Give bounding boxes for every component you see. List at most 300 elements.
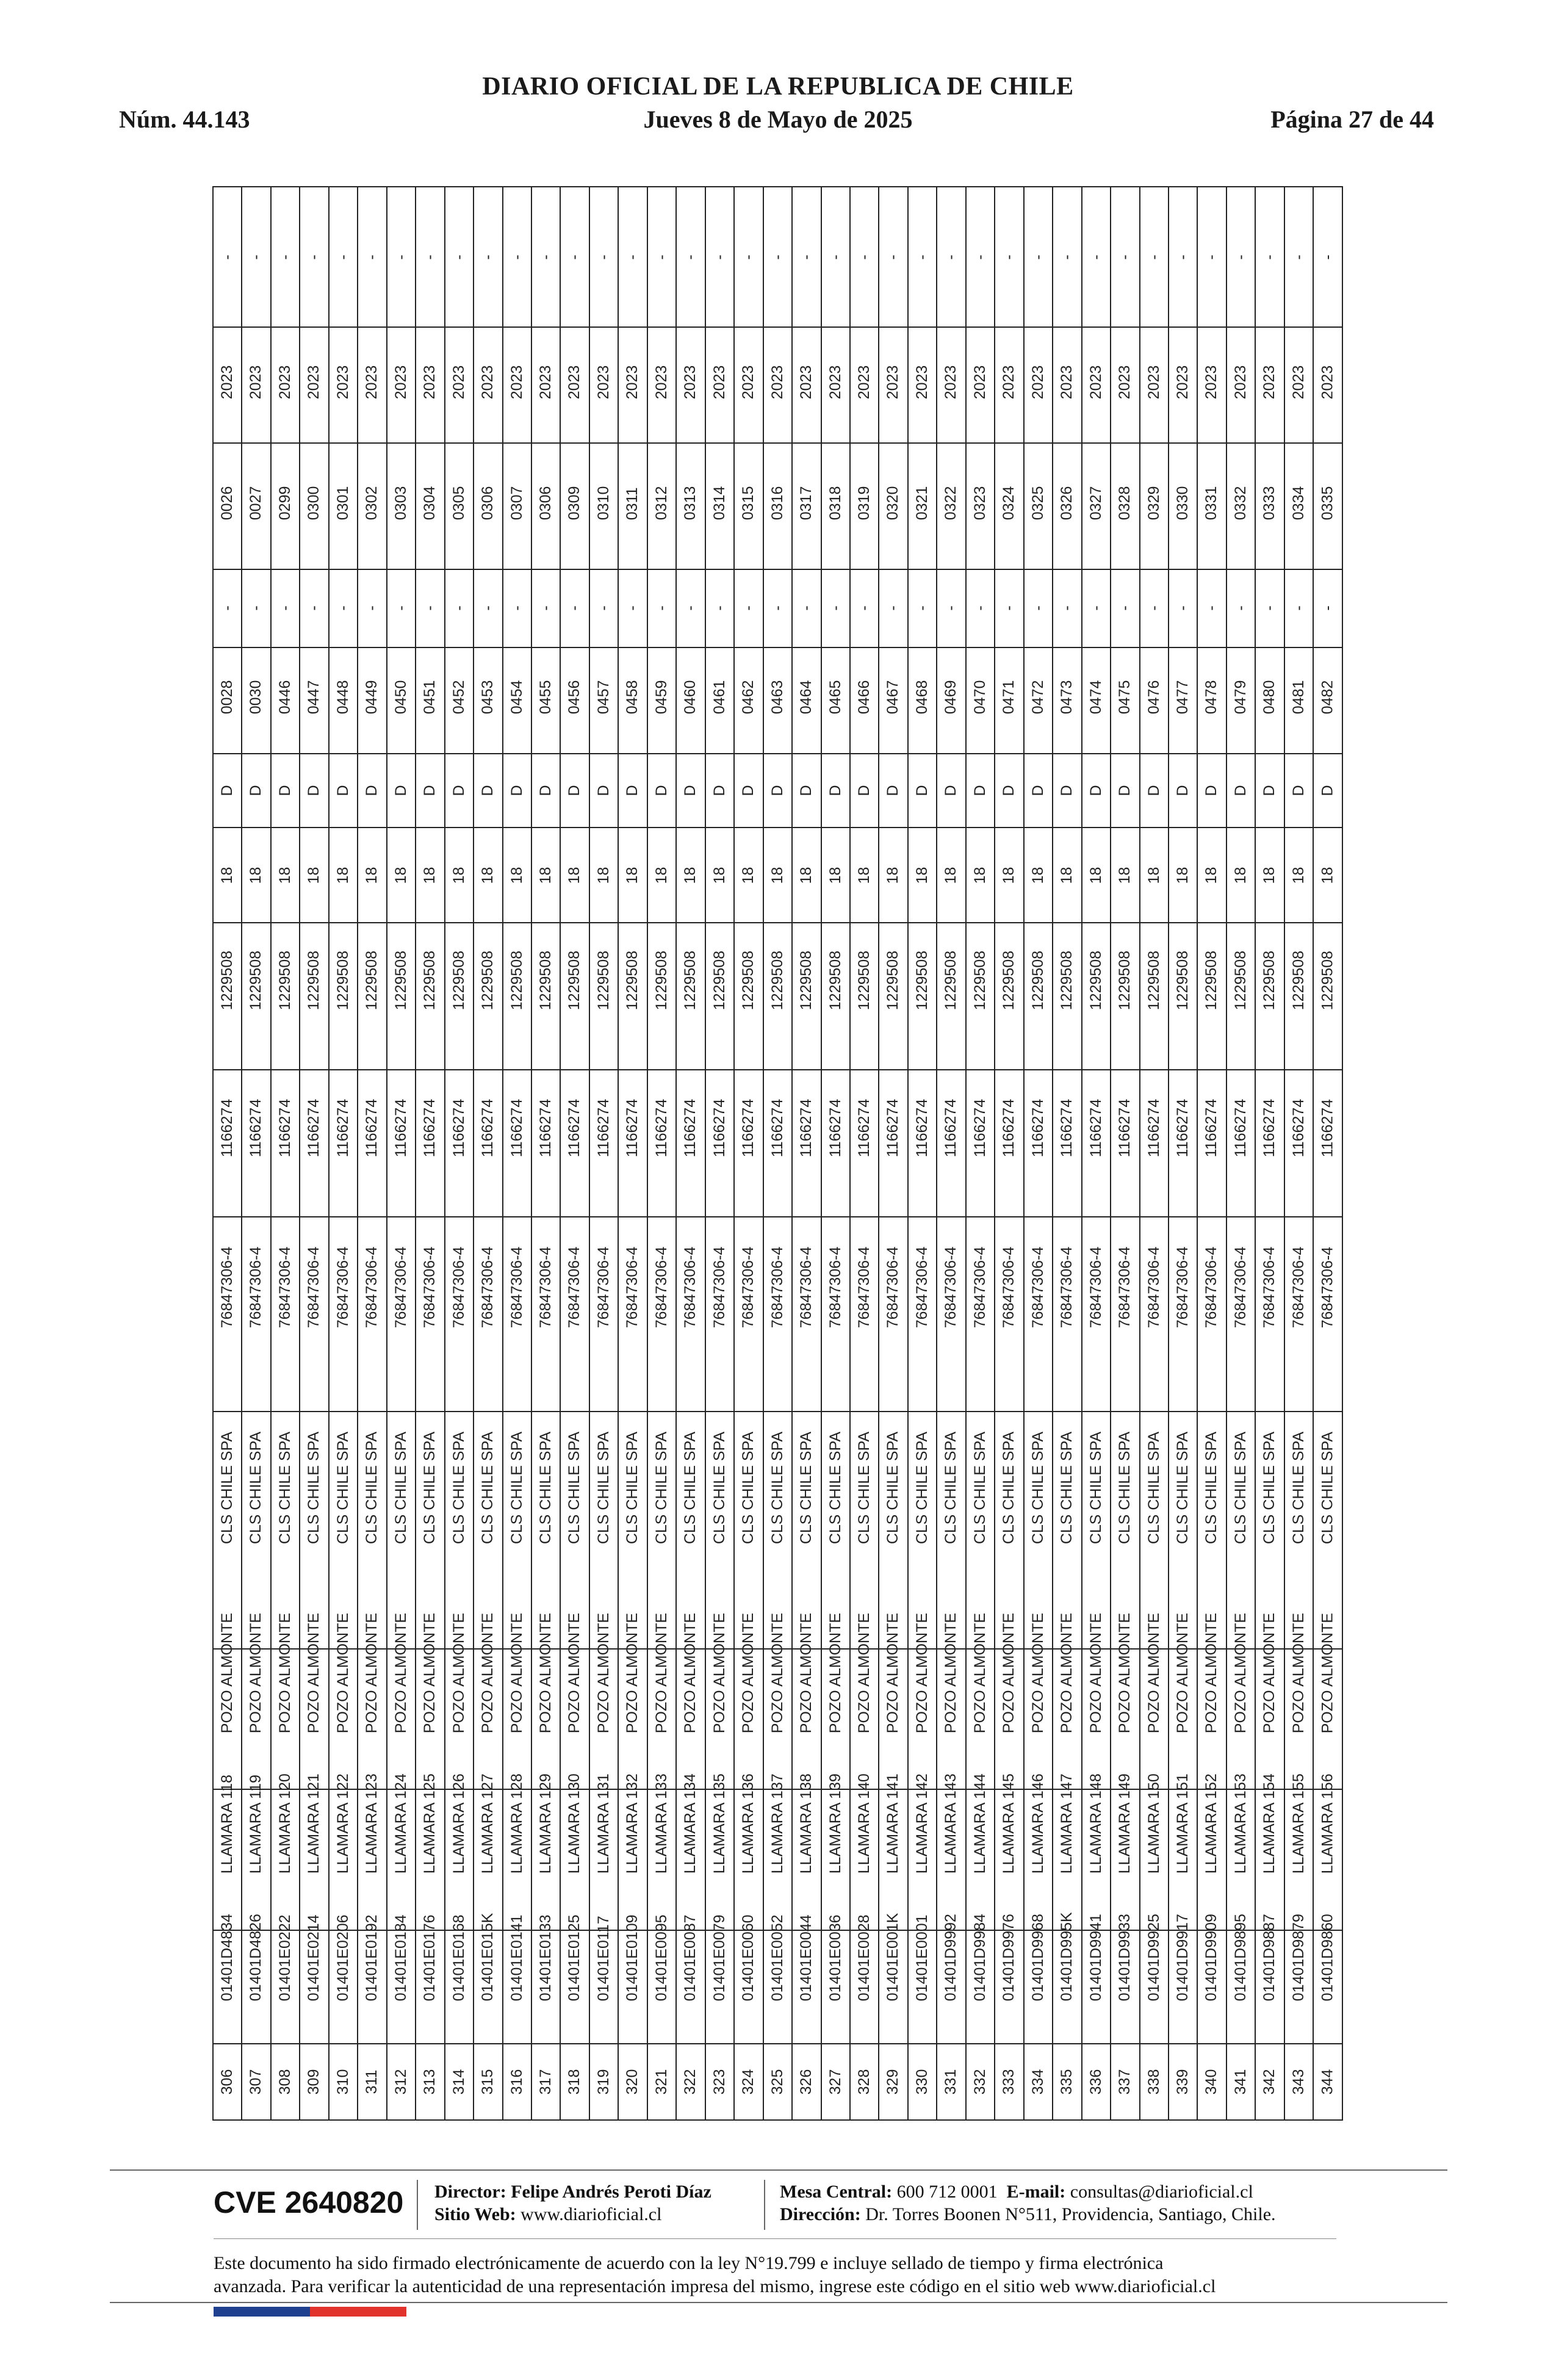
table-cell [879, 1217, 907, 1412]
table-cell [1169, 2044, 1197, 2120]
cell-text: 2023 [508, 365, 525, 399]
table-cell [821, 828, 850, 923]
cell-text: D [566, 785, 583, 796]
table-cell [271, 187, 300, 327]
cell-text: 76847306-4 [855, 1246, 873, 1329]
cell-text: D [508, 785, 525, 796]
cell-text: POZO ALMONTE [1058, 1612, 1076, 1734]
table-cell [1169, 1217, 1197, 1412]
cell-text: POZO ALMONTE [682, 1612, 699, 1734]
table-cell [242, 187, 270, 327]
table-cell [474, 443, 502, 569]
cell-text: 01401E0141 [508, 1914, 525, 2001]
table-cell [618, 1217, 647, 1412]
table-cell [242, 327, 270, 443]
cell-text: - [1000, 254, 1018, 260]
cell-text: - [1058, 605, 1076, 611]
table-cell [1053, 1612, 1081, 1789]
table-cell [618, 923, 647, 1070]
cell-text: CLS CHILE SPA [653, 1432, 671, 1545]
table-cell [1111, 1217, 1139, 1412]
cell-text: - [305, 605, 323, 611]
table-cell [1255, 754, 1284, 828]
table-cell [792, 647, 821, 754]
table-cell [850, 327, 879, 443]
cell-text: 318 [566, 2069, 583, 2095]
table-cell [850, 1773, 879, 1930]
cell-text: POZO ALMONTE [1261, 1612, 1278, 1734]
cell-text: 2023 [334, 365, 352, 399]
table-cell [445, 923, 474, 1070]
cell-text: D [653, 785, 671, 796]
footer-divider-2 [214, 2238, 1336, 2239]
table-cell [734, 1070, 763, 1217]
cell-text: 76847306-4 [218, 1246, 236, 1329]
table-cell [271, 443, 300, 569]
table-cell [1255, 1913, 1284, 2044]
table-cell [850, 923, 879, 1070]
field-band [213, 443, 1342, 569]
cell-text: 76847306-4 [710, 1246, 728, 1329]
cell-text: POZO ALMONTE [768, 1612, 786, 1734]
table-cell [937, 1773, 965, 1930]
cell-text: 0452 [450, 680, 467, 715]
cell-text: 0301 [334, 486, 352, 521]
table-cell [213, 1775, 242, 1930]
table-cell [879, 1773, 907, 1930]
table-cell [387, 1217, 416, 1412]
table-cell [995, 569, 1023, 647]
table-cell [1197, 187, 1226, 327]
table-cell [503, 327, 531, 443]
table-cell [271, 1217, 300, 1412]
table-cell [1226, 647, 1255, 754]
table-cell [387, 1914, 416, 2044]
cell-text: D [1116, 785, 1134, 796]
cell-text: 01401E0060 [740, 1914, 757, 2001]
table-cell [966, 923, 995, 1070]
cell-text: 1166274 [855, 1098, 873, 1158]
contact-line [780, 2182, 1253, 2202]
cell-text: 311 [363, 2069, 381, 2094]
table-cell [1284, 327, 1313, 443]
table-cell [560, 1070, 589, 1217]
table-cell [1169, 1070, 1197, 1217]
cell-text: 76847306-4 [1058, 1246, 1076, 1329]
table-cell [271, 1612, 300, 1789]
cell-text: CLS CHILE SPA [1087, 1432, 1104, 1545]
table-cell [1053, 187, 1081, 327]
table-cell [1140, 1913, 1169, 2044]
cell-text: 18 [392, 867, 409, 884]
cell-text: POZO ALMONTE [537, 1612, 555, 1734]
cell-text: D [1029, 785, 1046, 796]
cell-text: 0461 [710, 680, 728, 715]
cell-text: 333 [1000, 2069, 1018, 2095]
table-cell [647, 327, 676, 443]
cell-text: LLAMARA 156 [1319, 1773, 1336, 1874]
table-cell [966, 1773, 995, 1930]
table-cell [705, 1773, 734, 1930]
cell-text: D [218, 785, 236, 796]
table-cell [213, 1070, 242, 1217]
cell-text: LLAMARA 138 [798, 1773, 815, 1874]
table-cell [1313, 1217, 1342, 1412]
cell-text: - [334, 254, 352, 260]
cell-text: 18 [884, 867, 902, 884]
cell-text: CLS CHILE SPA [913, 1432, 931, 1545]
cell-text: - [855, 605, 873, 611]
cell-text: 1229508 [653, 950, 671, 1011]
cell-text: 0465 [826, 680, 844, 715]
table-cell [503, 828, 531, 923]
table-cell [329, 1612, 358, 1789]
cell-text: 319 [595, 2069, 613, 2095]
cell-text: - [508, 605, 525, 611]
cell-text: 2023 [798, 365, 815, 399]
cell-text: 0311 [624, 487, 641, 521]
cell-text: - [247, 254, 265, 260]
table-cell [821, 1217, 850, 1412]
cell-text: LLAMARA 137 [768, 1773, 786, 1874]
table-cell [1082, 569, 1111, 647]
cell-text: D [1261, 785, 1278, 796]
cell-text: 01401D9860 [1319, 1913, 1336, 2001]
cell-text: CLS CHILE SPA [1203, 1432, 1220, 1545]
cell-text: D [798, 785, 815, 796]
table-cell [763, 1914, 792, 2044]
table-cell [705, 443, 734, 569]
table-cell [1140, 1773, 1169, 1930]
legal-notice [214, 2252, 1373, 2298]
cell-text: 18 [855, 867, 873, 884]
cell-text: CLS CHILE SPA [798, 1432, 815, 1545]
cell-text: D [363, 785, 381, 796]
cell-text: POZO ALMONTE [855, 1612, 873, 1734]
cell-text: LLAMARA 141 [884, 1773, 902, 1874]
footer-separator-2 [764, 2180, 765, 2230]
table-cell [358, 1914, 386, 2044]
table-cell [1226, 1773, 1255, 1930]
footer-divider-3 [110, 2302, 1447, 2303]
table-cell [705, 923, 734, 1070]
cell-text: 2023 [913, 365, 931, 399]
table-cell [734, 1217, 763, 1412]
cell-text: POZO ALMONTE [624, 1612, 641, 1734]
table-cell [1284, 1217, 1313, 1412]
table-cell [763, 187, 792, 327]
cell-text: D [1203, 785, 1220, 796]
table-cell [445, 2044, 474, 2120]
cell-text: 0459 [653, 680, 671, 715]
table-cell [300, 569, 328, 647]
cell-text: 0469 [942, 680, 960, 715]
table-cell [1111, 828, 1139, 923]
cell-text: 01401D9984 [971, 1913, 989, 2001]
cell-text: 331 [942, 2069, 960, 2095]
cell-text: CLS CHILE SPA [971, 1432, 989, 1545]
cell-text: 76847306-4 [653, 1246, 671, 1329]
mesa-value: 600 712 0001 [896, 2182, 998, 2202]
table-cell [1313, 327, 1342, 443]
table-cell [387, 754, 416, 828]
cell-text: 76847306-4 [1289, 1246, 1307, 1329]
cell-text: - [247, 605, 265, 611]
table-cell [1169, 647, 1197, 754]
table-cell [1255, 923, 1284, 1070]
table-cell [792, 1070, 821, 1217]
cell-text: 2023 [392, 365, 409, 399]
table-cell [937, 327, 965, 443]
cell-text: CLS CHILE SPA [508, 1432, 525, 1545]
table-cell [300, 828, 328, 923]
table-cell [589, 1915, 618, 2044]
cell-text: 1166274 [218, 1098, 236, 1158]
cell-text: D [1289, 785, 1307, 796]
cell-text: D [450, 785, 467, 796]
table-cell [589, 1612, 618, 1789]
table-cell [1226, 828, 1255, 923]
cell-text: 2023 [653, 365, 671, 399]
table-cell [908, 327, 937, 443]
table-cell [474, 754, 502, 828]
cell-text: - [913, 254, 931, 260]
table-cell [1140, 754, 1169, 828]
table-cell [763, 1217, 792, 1412]
cell-text: - [1174, 605, 1192, 611]
cell-text: POZO ALMONTE [218, 1612, 236, 1734]
cell-text: 18 [798, 867, 815, 884]
table-cell [1313, 443, 1342, 569]
cell-text: 1166274 [1145, 1098, 1162, 1158]
table-cell [995, 187, 1023, 327]
table-cell [821, 327, 850, 443]
cell-text: 1229508 [1029, 950, 1046, 1011]
cell-text: LLAMARA 140 [855, 1773, 873, 1874]
table-cell [503, 1612, 531, 1789]
table-cell [300, 327, 328, 443]
table-cell [271, 923, 300, 1070]
cell-text: 0306 [537, 486, 555, 521]
cell-text: POZO ALMONTE [334, 1612, 352, 1734]
table-cell [1082, 1612, 1111, 1789]
cell-text: 1229508 [1232, 950, 1250, 1011]
cell-text: 18 [334, 867, 352, 884]
table-cell [589, 754, 618, 828]
cell-text: 0449 [363, 680, 381, 715]
table-cell [416, 1914, 444, 2044]
table-cell [387, 569, 416, 647]
cell-text: 1166274 [1087, 1098, 1104, 1158]
table-cell [1197, 1612, 1226, 1789]
cell-text: D [392, 785, 409, 796]
table-cell [1082, 1217, 1111, 1412]
cell-text: D [913, 785, 931, 796]
table-cell [1111, 647, 1139, 754]
table-cell [879, 1612, 907, 1789]
cell-text: D [1087, 785, 1104, 796]
cell-text: 337 [1116, 2069, 1134, 2095]
cell-text: POZO ALMONTE [913, 1612, 931, 1734]
table-cell [1313, 569, 1342, 647]
table-cell [1169, 754, 1197, 828]
cell-text: 0329 [1145, 486, 1162, 521]
table-cell [618, 1773, 647, 1930]
cell-text: 2023 [537, 365, 555, 399]
cell-text: 2023 [826, 365, 844, 399]
table-cell [242, 569, 270, 647]
cell-text: 1166274 [247, 1098, 265, 1158]
cell-text: LLAMARA 148 [1087, 1773, 1104, 1874]
table-cell [734, 828, 763, 923]
table-cell [242, 1070, 270, 1217]
cell-text: 1166274 [334, 1098, 352, 1158]
cell-text: - [450, 254, 467, 260]
cell-text: 336 [1087, 2069, 1104, 2095]
cell-text: 01401D4826 [247, 1913, 265, 2001]
cell-text: 1166274 [1029, 1098, 1046, 1158]
cell-text: - [276, 254, 294, 260]
cell-text: - [1232, 254, 1250, 260]
table-cell [358, 923, 386, 1070]
cell-text: 310 [334, 2069, 352, 2095]
cell-text: 1166274 [768, 1098, 786, 1158]
table-cell [1197, 327, 1226, 443]
cell-text: - [653, 605, 671, 611]
field-band [213, 828, 1342, 923]
table-cell [1140, 923, 1169, 1070]
table-cell [271, 828, 300, 923]
table-cell [503, 647, 531, 754]
table-cell [1197, 2044, 1226, 2120]
cell-text: LLAMARA 133 [653, 1773, 671, 1874]
cell-text: POZO ALMONTE [595, 1612, 613, 1734]
table-cell [676, 1914, 705, 2044]
cell-text: 2023 [1232, 365, 1250, 399]
table-cell [1053, 1217, 1081, 1412]
table-cell [589, 923, 618, 1070]
table-cell [705, 647, 734, 754]
cell-text: 1166274 [1232, 1098, 1250, 1158]
table-cell [271, 1773, 300, 1930]
cell-text: - [624, 254, 641, 260]
table-cell [1313, 2044, 1342, 2120]
field-band [213, 327, 1342, 443]
table-cell [1024, 2044, 1053, 2120]
table-cell [1255, 327, 1284, 443]
cell-text: 76847306-4 [826, 1246, 844, 1329]
cell-text: D [537, 785, 555, 796]
table-cell [1255, 1217, 1284, 1412]
table-cell [647, 443, 676, 569]
cell-text: POZO ALMONTE [942, 1612, 960, 1734]
table-cell [850, 754, 879, 828]
table-cell [531, 443, 560, 569]
cell-text: 1229508 [1319, 950, 1336, 1011]
table-cell [213, 569, 242, 647]
table-cell [1082, 1913, 1111, 2044]
cell-text: - [479, 254, 497, 260]
cell-text: 2023 [566, 365, 583, 399]
footer-divider [110, 2169, 1447, 2171]
table-cell [589, 327, 618, 443]
table-cell [329, 754, 358, 828]
cell-text: 0478 [1203, 680, 1220, 715]
cell-text: LLAMARA 155 [1289, 1773, 1307, 1874]
address-label: Dirección: [780, 2204, 861, 2224]
table-cell [792, 1217, 821, 1412]
cell-text: 1229508 [942, 950, 960, 1011]
cell-text: POZO ALMONTE [305, 1612, 323, 1734]
table-cell [531, 923, 560, 1070]
cell-text: 01401D9887 [1261, 1913, 1278, 2001]
cell-text: 2023 [740, 365, 757, 399]
cell-text: 2023 [1029, 365, 1046, 399]
table-cell [1024, 828, 1053, 923]
table-cell [1111, 443, 1139, 569]
table-cell [850, 187, 879, 327]
table-cell [531, 2044, 560, 2120]
table-cell [560, 2044, 589, 2120]
cell-text: D [710, 785, 728, 796]
cell-text: 1166274 [1203, 1098, 1220, 1158]
table-cell [416, 1217, 444, 1412]
table-cell [271, 1914, 300, 2044]
email-label: E-mail: [1006, 2182, 1066, 2202]
email-link[interactable]: consultas@diarioficial.cl [1070, 2182, 1253, 2202]
table-cell [966, 1217, 995, 1412]
table-cell [821, 187, 850, 327]
table-cell [966, 1612, 995, 1789]
table-cell [358, 443, 386, 569]
table-cell [531, 327, 560, 443]
table-cell [416, 647, 444, 754]
table-cell [242, 2044, 270, 2120]
cell-text: LLAMARA 126 [450, 1773, 467, 1874]
table-cell [1197, 1913, 1226, 2044]
table-cell [387, 828, 416, 923]
cell-text: - [653, 254, 671, 260]
cell-text: 18 [768, 867, 786, 884]
cell-text: 0463 [768, 680, 786, 715]
table-cell [213, 828, 242, 923]
cell-text: 0475 [1116, 680, 1134, 715]
cell-text: 0326 [1058, 486, 1076, 521]
table-cell [647, 1612, 676, 1789]
table-cell [647, 569, 676, 647]
cell-text: 0455 [537, 680, 555, 715]
table-cell [966, 647, 995, 754]
table-cell [763, 828, 792, 923]
table-cell [1284, 1773, 1313, 1930]
table-cell [995, 1773, 1023, 1930]
table-cell [676, 923, 705, 1070]
cell-text: - [710, 254, 728, 260]
table-cell [1197, 569, 1226, 647]
cell-text: CLS CHILE SPA [1029, 1432, 1046, 1545]
cell-text: 76847306-4 [942, 1246, 960, 1329]
table-cell [1111, 569, 1139, 647]
table-cell [879, 443, 907, 569]
cell-text: POZO ALMONTE [1116, 1612, 1134, 1734]
cell-text: 01401D9976 [1000, 1913, 1018, 2001]
site-link[interactable]: www.diarioficial.cl [520, 2204, 662, 2224]
cell-text: LLAMARA 132 [624, 1773, 641, 1874]
issue-date: Jueves 8 de Mayo de 2025 [643, 106, 913, 133]
cell-text: 2023 [884, 365, 902, 399]
cell-text: 18 [276, 867, 294, 884]
table-cell [531, 1070, 560, 1217]
